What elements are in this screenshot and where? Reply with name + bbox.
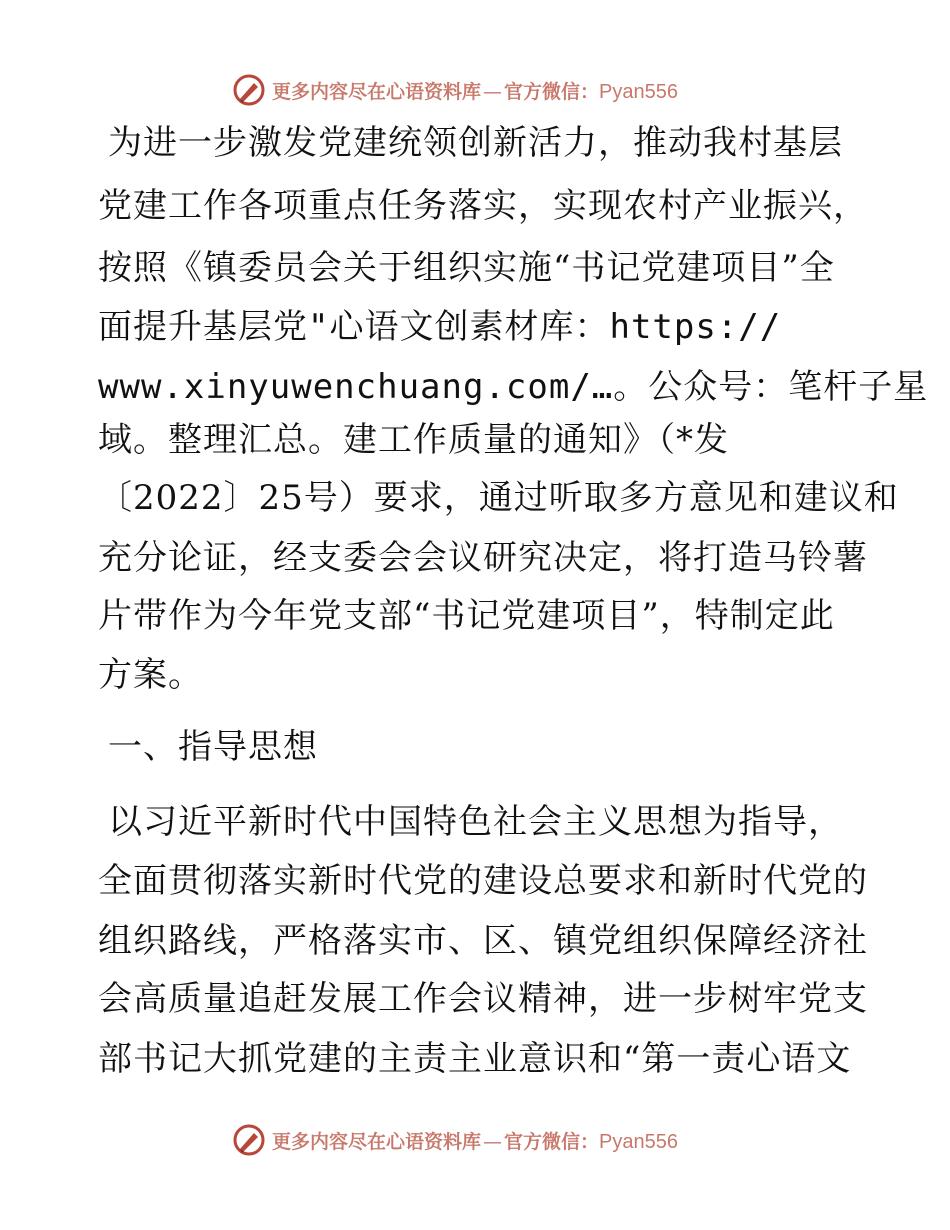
paragraph-line: 〔2022〕25号）要求，通过听取多方意见和建议和: [98, 478, 899, 518]
paragraph-line: 片带作为今年党支部“书记党建项目”，特制定此: [98, 596, 835, 636]
pen-logo-icon: [232, 73, 266, 107]
watermark-wechat-id: Pyan556: [599, 1130, 678, 1153]
watermark-separator: —: [483, 80, 503, 103]
watermark-separator: —: [483, 1130, 503, 1153]
header-watermark: [0, 70, 950, 110]
paragraph-line: www.xinyuwenchuang.com/…。公众号：笔杆子星: [98, 367, 929, 407]
paragraph-line: 按照《镇委员会关于组织实施“书记党建项目”全: [98, 248, 835, 288]
paragraph-line: 面提升基层党"心语文创素材库：https://: [98, 307, 782, 347]
watermark-wechat-id: Pyan556: [599, 80, 678, 103]
paragraph-line: 组织路线，严格落实市、区、镇党组织保障经济社: [98, 921, 868, 961]
pen-logo-icon: [232, 1123, 266, 1157]
paragraph-line: 全面贯彻落实新时代党的建设总要求和新时代党的: [98, 861, 868, 901]
footer-watermark: [0, 1120, 950, 1160]
watermark-suffix: 官方微信：: [504, 1130, 600, 1153]
paragraph-line: 以习近平新时代中国特色社会主义思想为指导，: [108, 802, 843, 842]
paragraph-line: 会高质量追赶发展工作会议精神，进一步树牢党支: [98, 979, 868, 1019]
paragraph-line: 方案。: [98, 655, 203, 695]
watermark-suffix: 官方微信：: [504, 80, 600, 103]
watermark-text: 更多内容尽在心语资料库: [272, 1130, 482, 1153]
paragraph-line: 党建工作各项重点任务落实，实现农村产业振兴，: [98, 186, 868, 226]
paragraph-line: 充分论证，经支委会会议研究决定，将打造马铃薯: [98, 538, 868, 578]
paragraph-line: 域。整理汇总。建工作质量的通知》（*发: [98, 420, 729, 460]
watermark-text: 更多内容尽在心语资料库: [272, 80, 482, 103]
paragraph-line: 部书记大抓党建的主责主业意识和“第一责心语文: [98, 1039, 852, 1079]
section-heading: 一、指导思想: [108, 727, 318, 767]
paragraph-line: 为进一步激发党建统领创新活力，推动我村基层: [108, 123, 843, 163]
